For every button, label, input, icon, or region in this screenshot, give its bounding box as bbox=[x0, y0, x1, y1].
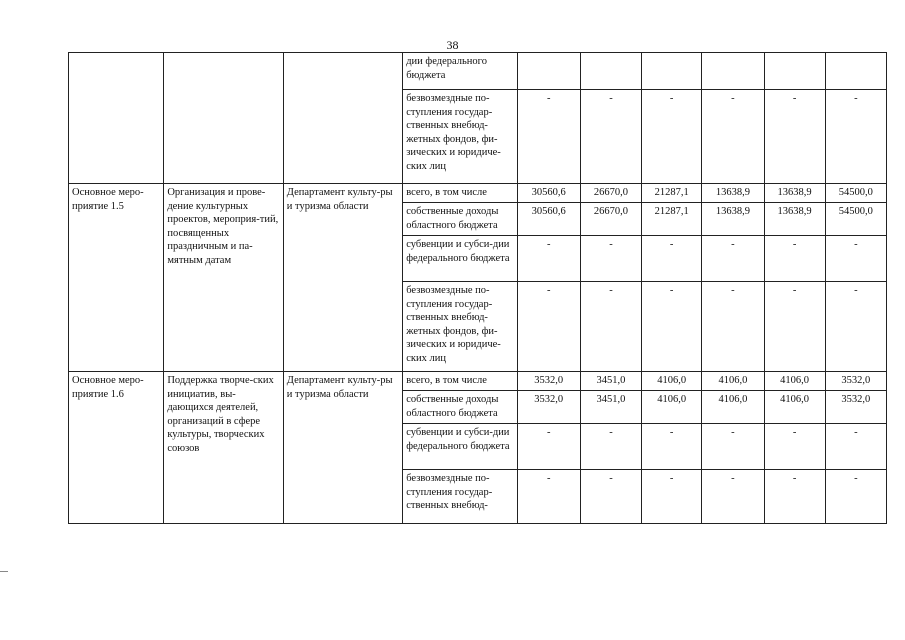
value-cell: - bbox=[517, 90, 580, 184]
funding-source: безвозмездные по-ступления государ-ственных внебюд-жетных фондов, фи-зических и юридиче-ских лиц bbox=[403, 282, 517, 372]
value-cell: - bbox=[764, 424, 825, 470]
value-cell: 54500,0 bbox=[825, 203, 886, 236]
value-cell: - bbox=[825, 424, 886, 470]
value-cell: 13638,9 bbox=[764, 184, 825, 203]
value-cell: - bbox=[702, 236, 764, 282]
table-row bbox=[69, 184, 887, 203]
value-cell: - bbox=[825, 470, 886, 524]
measure-name: Организация и прове-дение культурных проектов, мероприя-тий, посвященных праздничным и па-мятным датам bbox=[164, 184, 283, 372]
value-cell: 3532,0 bbox=[517, 391, 580, 424]
value-cell bbox=[764, 53, 825, 90]
value-cell: 4106,0 bbox=[702, 372, 764, 391]
value-cell: - bbox=[517, 236, 580, 282]
value-cell: 4106,0 bbox=[702, 391, 764, 424]
measure-name: Поддержка творче-ских инициатив, вы-дающихся деятелей, организаций в сфере культуры, творческих союзов bbox=[164, 372, 283, 524]
value-cell: - bbox=[825, 90, 886, 184]
value-cell: 30560,6 bbox=[517, 184, 580, 203]
value-cell: 13638,9 bbox=[702, 184, 764, 203]
funding-source: собственные доходы областного бюджета bbox=[403, 391, 517, 424]
value-cell: 26670,0 bbox=[580, 203, 641, 236]
funding-source: безвозмездные по-ступления государ-ственных внебюд-жетных фондов, фи-зических и юридиче-ских лиц bbox=[403, 90, 517, 184]
value-cell bbox=[702, 53, 764, 90]
value-cell: - bbox=[764, 90, 825, 184]
funding-source: субвенции и субси-дии федерального бюджета bbox=[403, 236, 517, 282]
measure-executor: Департамент культу-ры и туризма области bbox=[283, 184, 402, 372]
value-cell: 3532,0 bbox=[825, 372, 886, 391]
value-cell: 4106,0 bbox=[642, 391, 702, 424]
value-cell bbox=[825, 53, 886, 90]
value-cell: - bbox=[764, 236, 825, 282]
value-cell: 4106,0 bbox=[642, 372, 702, 391]
funding-source: субвенции и субси-дии федерального бюджета bbox=[403, 424, 517, 470]
value-cell: 21287,1 bbox=[642, 184, 702, 203]
value-cell bbox=[517, 53, 580, 90]
value-cell: - bbox=[642, 470, 702, 524]
value-cell: - bbox=[702, 424, 764, 470]
measure-cell-empty bbox=[69, 53, 164, 184]
name-cell-empty bbox=[164, 53, 283, 184]
value-cell: - bbox=[642, 424, 702, 470]
value-cell bbox=[642, 53, 702, 90]
value-cell: - bbox=[642, 236, 702, 282]
value-cell: - bbox=[580, 470, 641, 524]
page-number: 38 bbox=[446, 38, 459, 52]
value-cell: 30560,6 bbox=[517, 203, 580, 236]
executor-cell-empty bbox=[283, 53, 402, 184]
value-cell: - bbox=[517, 282, 580, 372]
value-cell: 54500,0 bbox=[825, 184, 886, 203]
value-cell: - bbox=[580, 282, 641, 372]
margin-mark bbox=[0, 571, 8, 572]
value-cell: - bbox=[764, 470, 825, 524]
value-cell: - bbox=[517, 424, 580, 470]
value-cell: 3532,0 bbox=[517, 372, 580, 391]
table-row bbox=[69, 372, 887, 391]
funding-source: всего, в том числе bbox=[403, 372, 517, 391]
value-cell: - bbox=[642, 90, 702, 184]
measure-executor: Департамент культу-ры и туризма области bbox=[283, 372, 402, 524]
value-cell: 4106,0 bbox=[764, 391, 825, 424]
value-cell: - bbox=[825, 282, 886, 372]
value-cell: 26670,0 bbox=[580, 184, 641, 203]
funding-source: всего, в том числе bbox=[403, 184, 517, 203]
value-cell: - bbox=[825, 236, 886, 282]
value-cell bbox=[580, 53, 641, 90]
funding-source: собственные доходы областного бюджета bbox=[403, 203, 517, 236]
value-cell: 3451,0 bbox=[580, 391, 641, 424]
value-cell: 3451,0 bbox=[580, 372, 641, 391]
value-cell: - bbox=[517, 470, 580, 524]
budget-table bbox=[68, 52, 887, 524]
funding-source: безвозмездные по-ступления государ-ственных внебюд- bbox=[403, 470, 517, 524]
value-cell: 13638,9 bbox=[764, 203, 825, 236]
value-cell: - bbox=[580, 236, 641, 282]
value-cell: 21287,1 bbox=[642, 203, 702, 236]
value-cell: - bbox=[580, 90, 641, 184]
value-cell: - bbox=[702, 282, 764, 372]
table-row bbox=[69, 53, 887, 90]
value-cell: - bbox=[702, 470, 764, 524]
measure-label: Основное меро-приятие 1.6 bbox=[69, 372, 164, 524]
value-cell: 13638,9 bbox=[702, 203, 764, 236]
value-cell: - bbox=[764, 282, 825, 372]
value-cell: - bbox=[580, 424, 641, 470]
value-cell: - bbox=[702, 90, 764, 184]
value-cell: 3532,0 bbox=[825, 391, 886, 424]
measure-label: Основное меро-приятие 1.5 bbox=[69, 184, 164, 372]
value-cell: 4106,0 bbox=[764, 372, 825, 391]
funding-source: дии федерального бюджета bbox=[403, 53, 517, 90]
value-cell: - bbox=[642, 282, 702, 372]
